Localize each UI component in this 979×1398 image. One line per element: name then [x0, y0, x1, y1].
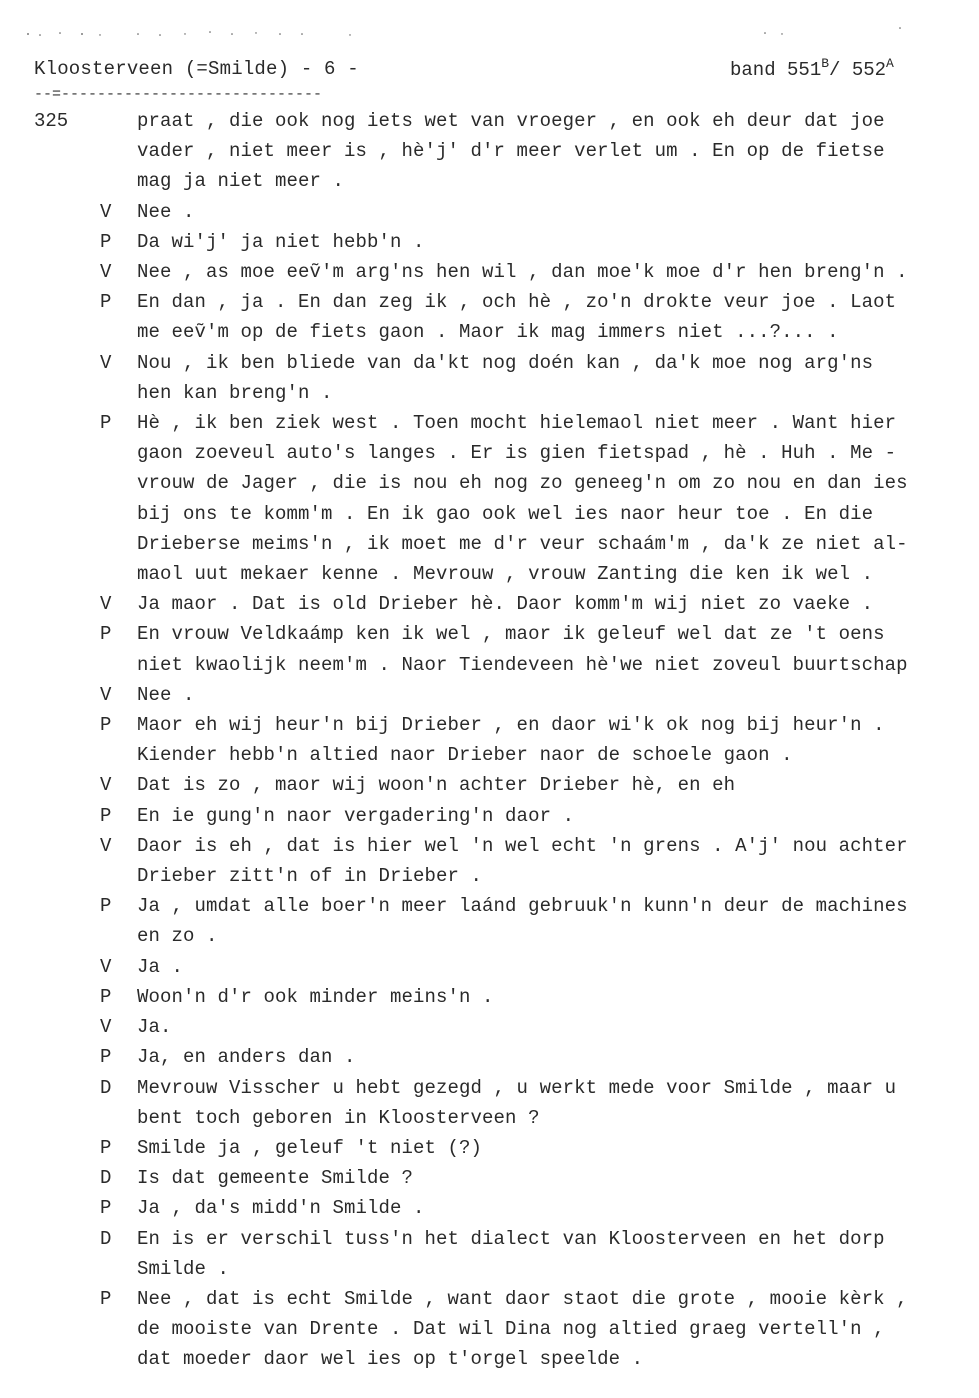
speaker-label: V [100, 955, 112, 978]
utterance-text: Ja , umdat alle boer'n meer laánd gebruuk'n kunn'n deur de machines en zo . [137, 895, 908, 948]
header-rule: --=----------------------------- [34, 86, 323, 103]
transcript-turn [0, 770, 979, 800]
speaker-label: P [100, 1197, 112, 1220]
band-sup-2: A [886, 56, 894, 71]
transcript-turn [0, 348, 979, 408]
line-number: 325 [34, 110, 69, 132]
utterance-text: Ja maor . Dat is old Drieber hè. Daor komm'm wij niet zo vaeke . [137, 593, 874, 616]
transcript-turn [0, 952, 979, 982]
utterance-text: Nou , ik ben bliede van da'kt nog doén kan , da'k moe nog arg'ns hen kan breng'n . [137, 351, 874, 404]
speaker-label: P [100, 623, 112, 646]
utterance-text: En dan , ja . En dan zeg ik , och hè , zo'n drokte veur joe . Laot me eeṽ'm op de fiets gaon . Maor ik mag immers niet ...?... . [137, 291, 897, 344]
speaker-label: P [100, 1136, 112, 1159]
transcript-turn [0, 982, 979, 1012]
speaker-label: V [100, 1016, 112, 1039]
transcript-turn [0, 287, 979, 347]
transcript-turn [0, 257, 979, 287]
speaker-label: P [100, 291, 112, 314]
speaker-label: P [100, 714, 112, 737]
transcript-turn [0, 1133, 979, 1163]
transcript-turn [0, 1012, 979, 1042]
speaker-label: V [100, 261, 112, 284]
speaker-label: V [100, 351, 112, 374]
document-title: Kloosterveen (=Smilde) - 6 - [34, 58, 359, 80]
speaker-label: V [100, 834, 112, 857]
transcript-turn [0, 106, 979, 197]
utterance-text: Ja, en anders dan . [137, 1046, 356, 1069]
transcript-turn [0, 619, 979, 679]
speaker-label: V [100, 774, 112, 797]
transcript-turn [0, 891, 979, 951]
utterance-text: Ja . [137, 955, 184, 978]
speaker-label: D [100, 1167, 112, 1190]
band-mid: / 552 [829, 59, 887, 81]
utterance-text: Mevrouw Visscher u hebt gezegd , u werkt mede voor Smilde , maar u bent toch geboren in Kloosterveen ? [137, 1076, 897, 1129]
band-sup-1: B [821, 56, 830, 71]
transcript-turn [0, 227, 979, 257]
utterance-text: Woon'n d'r ook minder meins'n . [137, 985, 494, 1008]
utterance-text: Nee , as moe eeṽ'm arg'ns hen wil , dan moe'k moe d'r hen breng'n . [137, 261, 908, 284]
transcript-turn [0, 1193, 979, 1223]
utterance-text: Ja. [137, 1016, 172, 1039]
speaker-label: V [100, 683, 112, 706]
utterance-text: Daor is eh , dat is hier wel 'n wel echt 'n grens . A'j' nou achter Drieber zitt'n of in Drieber . [137, 834, 908, 888]
speaker-label: V [100, 593, 112, 616]
utterance-text: Dat is zo , maor wij woon'n achter Drieber hè, en eh [137, 774, 736, 797]
transcript-turn [0, 680, 979, 710]
utterance-text: Nee , dat is echt Smilde , want daor staot die grote , mooie kèrk , de mooiste van Drente . Dat wil Dina nog altied graeg vertell'n , dat moeder daor wel ies op t'orgel speelde . [137, 1287, 908, 1371]
utterance-text: En ie gung'n naor vergadering'n daor . [137, 804, 575, 827]
transcript-turn [0, 831, 979, 891]
speaker-label: P [100, 412, 112, 435]
utterance-text: Is dat gemeente Smilde ? [137, 1167, 414, 1190]
transcript-turn [0, 1284, 979, 1375]
speaker-label: P [100, 895, 112, 918]
utterance-text: Maor eh wij heur'n bij Drieber , en daor wi'k ok nog bij heur'n . Kiender hebb'n altied naor Drieber naor de schoele gaon . [137, 714, 885, 767]
utterance-text: Smilde ja , geleuf 't niet (?) [137, 1136, 483, 1159]
transcript-turn [0, 1073, 979, 1133]
transcript-turn [0, 1042, 979, 1072]
speaker-label: P [100, 1046, 112, 1069]
speaker-label: P [100, 985, 112, 1008]
scan-specks [20, 22, 920, 38]
utterance-text: En is er verschil tuss'n het dialect van Kloosterveen en het dorp Smilde . [137, 1227, 885, 1280]
utterance-text: Nee . [137, 683, 195, 706]
transcript-body [0, 106, 979, 1375]
speaker-label: V [100, 200, 112, 223]
utterance-text: En vrouw Veldkaámp ken ik wel , maor ik geleuf wel dat ze 't oens niet kwaolijk neem'm . Naor Tiendeveen hè'we niet zoveul buurtschap [137, 623, 908, 676]
transcript-turn [0, 408, 979, 589]
band-prefix: band 551 [730, 59, 822, 81]
transcript-turn [0, 710, 979, 770]
transcript-turn [0, 197, 979, 227]
transcript-turn [0, 801, 979, 831]
speaker-label: P [100, 1287, 112, 1310]
utterance-text: Nee . [137, 200, 195, 223]
utterance-text: Hè , ik ben ziek west . Toen mocht hielemaol niet meer . Want hier gaon zoeveul auto's langes . Er is gien fietspad , hè . Huh . Me - vrouw de Jager , die is nou eh nog zo geneeg'n om zo nou en dan ies bij ons te komm'm . En ik gao ook wel ies naor heur toe . En die Drieberse meims'n , ik moet me d'r veur schaám'm , da'k ze niet al- maol uut mekaer kenne . Mevrouw , vrouw Zanting die ken ik wel . [137, 412, 908, 586]
speaker-label: D [100, 1227, 112, 1250]
band-reference [730, 56, 894, 81]
transcript-turn [0, 589, 979, 619]
transcript-turn [0, 1224, 979, 1284]
speaker-label: D [100, 1076, 112, 1099]
utterance-text: praat , die ook nog iets wet van vroeger , en ook eh deur dat joe vader , niet meer is , hè'j' d'r meer verlet um . En op de fietse mag ja niet meer . [137, 110, 885, 193]
transcript-turn [0, 1163, 979, 1193]
speaker-label: P [100, 804, 112, 827]
utterance-text: Ja , da's midd'n Smilde . [137, 1197, 425, 1220]
utterance-text: Da wi'j' ja niet hebb'n . [137, 230, 425, 253]
speaker-label: P [100, 230, 112, 253]
